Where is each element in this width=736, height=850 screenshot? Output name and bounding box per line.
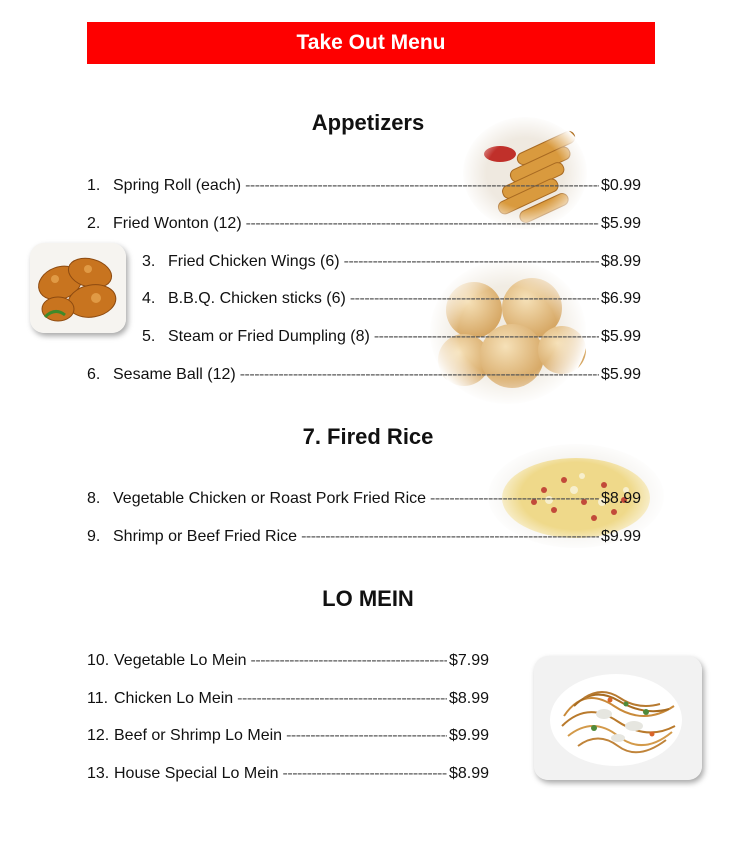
dot-leader [430,489,599,509]
item-number: 12. [87,727,110,744]
menu-item [87,726,489,746]
menu-item [87,365,641,385]
item-number: 13. [87,765,110,782]
item-number: 5. [142,328,156,345]
item-name: Spring Roll (each) [113,177,242,194]
item-price: $9.99 [600,528,641,545]
item-number: 1. [87,177,101,194]
dot-leader [237,689,447,709]
item-number: 9. [87,528,101,545]
dot-leader [283,764,447,784]
dot-leader [245,176,599,196]
item-price: $6.99 [600,290,641,307]
item-price: $8.99 [600,253,641,270]
item-name: Fried Chicken Wings (6) [168,253,340,270]
item-number: 8. [87,490,101,507]
menu-item [87,764,489,784]
appetizers-heading: Appetizers [311,110,425,135]
item-name: Vegetable Chicken or Roast Pork Fried Rice [113,490,427,507]
dot-leader [286,726,447,746]
item-price: $5.99 [600,366,641,383]
menu-item [142,252,641,272]
menu-item [87,527,641,547]
item-price: $8.99 [448,690,489,707]
item-number: 2. [87,215,101,232]
menu-title: Take Out Menu [296,31,446,54]
item-name: House Special Lo Mein [114,765,279,782]
dot-leader [301,527,599,547]
item-name: Shrimp or Beef Fried Rice [113,528,298,545]
menu-item [142,289,641,309]
item-name: Steam or Fried Dumpling (8) [168,328,370,345]
menu-item [87,176,641,196]
dot-leader [350,289,599,309]
item-number: 6. [87,366,101,383]
dot-leader [374,327,599,347]
item-price: $5.99 [600,215,641,232]
item-price: $0.99 [600,177,641,194]
lo-mein-photo [534,656,702,780]
item-name: Fried Wonton (12) [113,215,242,232]
dot-leader [246,214,599,234]
dot-leader [240,365,599,385]
lo-mein-heading: LO MEIN [322,586,414,611]
item-name: Chicken Lo Mein [114,690,234,707]
menu-item [87,214,641,234]
fried-rice-heading: 7. Fired Rice [302,424,434,449]
menu-item [87,651,489,671]
item-number: 3. [142,253,156,270]
menu-item [87,689,489,709]
menu-item [142,327,641,347]
item-price: $7.99 [448,652,489,669]
item-name: Sesame Ball (12) [113,366,236,383]
item-number: 4. [142,290,156,307]
item-number: 10. [87,652,110,669]
item-price: $8.99 [600,490,641,507]
item-name: Vegetable Lo Mein [114,652,247,669]
menu-title-banner [87,22,655,64]
item-price: $5.99 [600,328,641,345]
item-price: $9.99 [448,727,489,744]
item-price: $8.99 [448,765,489,782]
item-name: B.B.Q. Chicken sticks (6) [168,290,346,307]
chicken-wings-photo [30,243,126,333]
item-number: 11. [87,690,109,707]
item-name: Beef or Shrimp Lo Mein [114,727,283,744]
dot-leader [251,651,447,671]
menu-item [87,489,641,509]
dot-leader [344,252,599,272]
